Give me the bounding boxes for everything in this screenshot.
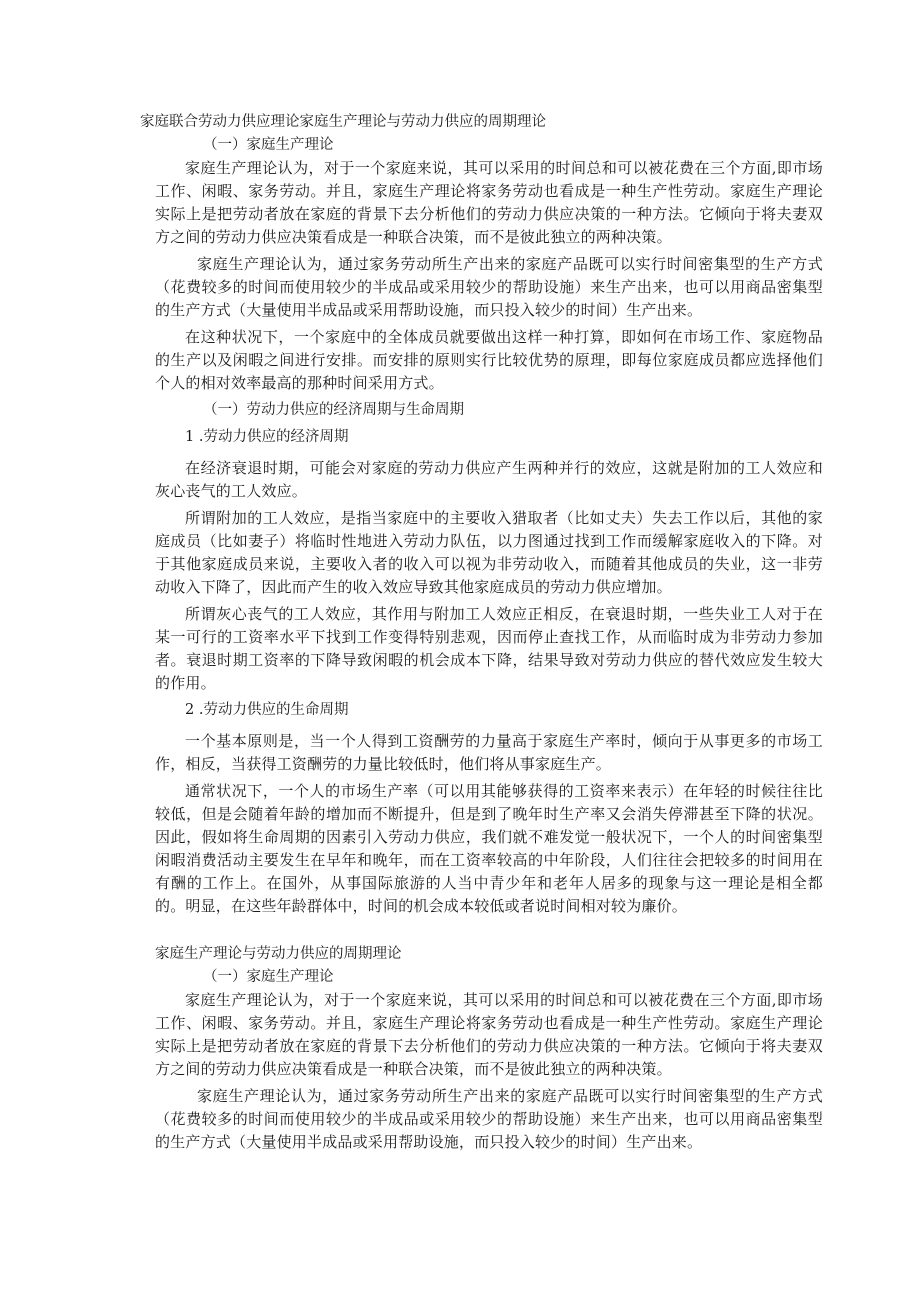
paragraph: 家庭生产理论认为，对于一个家庭来说，其可以采用的时间总和可以被花费在三个方面,即市场工作、闲暇、家务劳动。并且，家庭生产理论将家务劳动也看成是一种生产性劳动。家庭生产理论实际上是把劳动者放在家庭的背景下去分析他们的劳动力供应决策的一种方法。它倾向于将夫妻双方之间的劳动力供应决策看成是一种联合决策，而不是彼此独立的两种决策。	[155, 159, 823, 246]
paragraph: 家庭生产理论认为，通过家务劳动所生产出来的家庭产品既可以实行时间密集型的生产方式（花费较多的时间而使用较少的半成品或采用较少的帮助设施）来生产出来，也可以用商品密集型的生产方式（大量使用半成品或采用帮助设施，而只投入较少的时间）生产出来。	[155, 1087, 823, 1151]
document-title-2: 家庭生产理论与劳动力供应的周期理论	[155, 946, 402, 962]
section-heading-family-production: （一）家庭生产理论	[203, 137, 334, 153]
paragraph: 在这种状况下，一个家庭中的全体成员就要做出这样一种打算，即如何在市场工作、家庭物品的生产以及闲暇之间进行安排。而安排的原则实行比较优势的原理，即每位家庭成员都应选择他们个人的相对效率最高的那种时间采用方式。	[155, 328, 823, 392]
paragraph: 一个基本原则是，当一个人得到工资酬劳的力量高于家庭生产率时，倾向于从事更多的市场工作，相反，当获得工资酬劳的力量比较低时，他们将从事家庭生产。	[155, 732, 823, 773]
paragraph: 所谓灰心丧气的工人效应，其作用与附加工人效应正相反，在衰退时期，一些失业工人对于在某一可行的工资率水平下找到工作变得特别悲观，因而停止查找工作，从而临时成为非劳动力参加者。衰退时期工资率的下降导致闲暇的机会成本下降，结果导致对劳动力供应的替代效应发生较大的作用。	[155, 605, 823, 692]
subsection-heading-economic-cycle: 1 .劳动力供应的经济周期	[185, 429, 349, 445]
paragraph: 在经济衰退时期，可能会对家庭的劳动力供应产生两种并行的效应，这就是附加的工人效应和灰心丧气的工人效应。	[155, 459, 823, 500]
subsection-heading-life-cycle: 2 .劳动力供应的生命周期	[185, 702, 349, 718]
section-heading-family-production-2: （一）家庭生产理论	[203, 969, 334, 985]
paragraph: 家庭生产理论认为，对于一个家庭来说，其可以采用的时间总和可以被花费在三个方面,即市场工作、闲暇、家务劳动。并且，家庭生产理论将家务劳动也看成是一种生产性劳动。家庭生产理论实际上是把劳动者放在家庭的背景下去分析他们的劳动力供应决策的一种方法。它倾向于将夫妻双方之间的劳动力供应决策看成是一种联合决策，而不是彼此独立的两种决策。	[155, 991, 823, 1078]
section-heading-cycles: （一）劳动力供应的经济周期与生命周期	[203, 402, 464, 418]
document-page	[140, 111, 823, 1154]
document-title: 家庭联合劳动力供应理论家庭生产理论与劳动力供应的周期理论	[140, 114, 546, 130]
paragraph: 家庭生产理论认为，通过家务劳动所生产出来的家庭产品既可以实行时间密集型的生产方式（花费较多的时间而使用较少的半成品或采用较少的帮助设施）来生产出来，也可以用商品密集型的生产方式（大量使用半成品或采用帮助设施，而只投入较少的时间）生产出来。	[155, 255, 823, 319]
paragraph: 所谓附加的工人效应，是指当家庭中的主要收入猎取者（比如丈夫）失去工作以后，其他的家庭成员（比如妻子）将临时性地进入劳动力队伍，以力图通过找到工作而缓解家庭收入的下降。对于其他家庭成员来说，主要收入者的收入可以视为非劳动收入，而随着其他成员的失业，这一非劳动收入下降了，因此而产生的收入效应导致其他家庭成员的劳动力供应增加。	[155, 509, 823, 596]
paragraph: 通常状况下，一个人的市场生产率（可以用其能够获得的工资率来表示）在年轻的时候往往比较低，但是会随着年龄的增加而不断提升，但是到了晚年时生产率又会消失停滞甚至下降的状况。因此，假如将生命周期的因素引入劳动力供应，我们就不难发觉一般状况下，一个人的时间密集型闲暇消费活动主要发生在早年和晚年，而在工资率较高的中年阶段，人们往往会把较多的时间用在有酬的工作上。在国外，从事国际旅游的人当中青少年和老年人居多的现象与这一理论是相全都的。明显，在这些年龄群体中，时间的机会成本较低或者说时间相对较为廉价。	[155, 782, 823, 915]
